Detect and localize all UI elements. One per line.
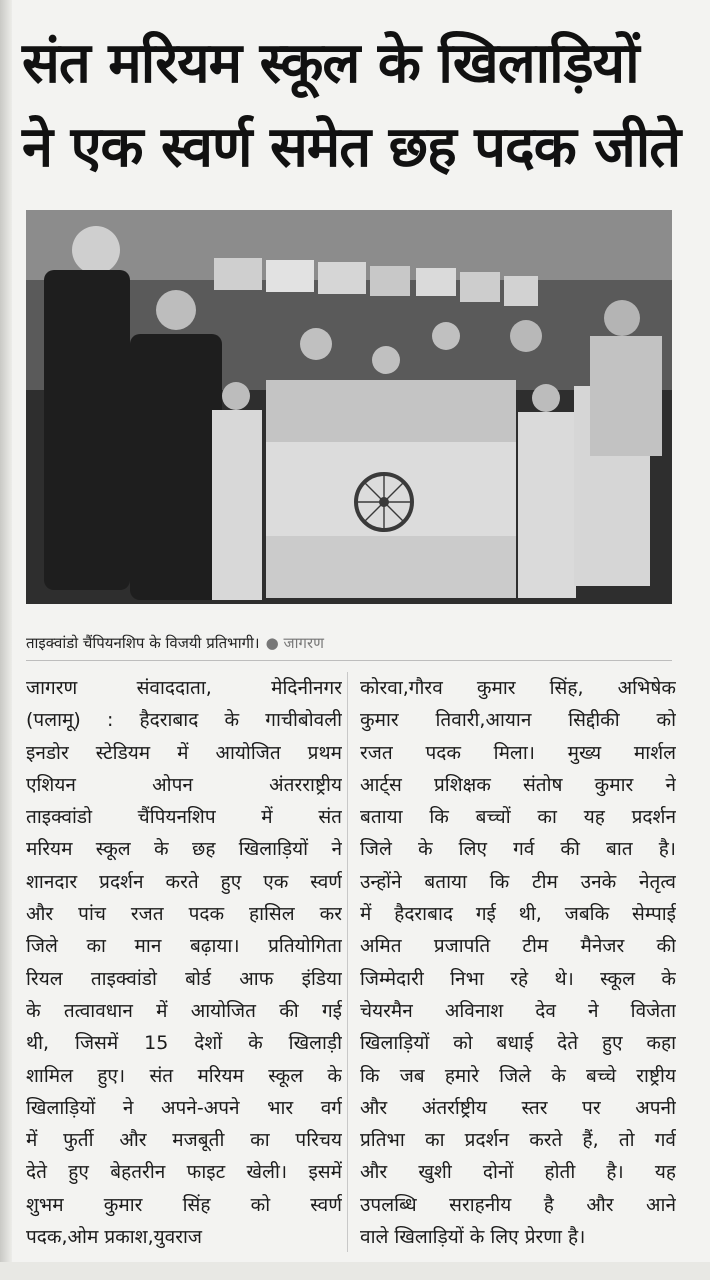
article-line: और खुशी दोनों होती है। यह xyxy=(360,1161,676,1184)
article-line: जिले का मान बढ़ाया। प्रतियोगिता xyxy=(26,935,342,958)
column-divider xyxy=(347,672,348,1252)
headline-line-2: ने एक स्वर्ण समेत छह पदक जीते xyxy=(22,115,681,180)
article-line: प्रतिभा का प्रदर्शन करते हैं, तो गर्व xyxy=(360,1129,676,1152)
article-line: खिलाड़ियों को बधाई देते हुए कहा xyxy=(360,1032,676,1055)
article-line: बताया कि बच्चों का यह प्रदर्शन xyxy=(360,806,676,829)
group-photo-with-indian-flag xyxy=(26,210,672,604)
article-line: रजत पदक मिला। मुख्य मार्शल xyxy=(360,741,676,764)
article-line: जिले के लिए गर्व की बात है। xyxy=(360,838,676,861)
article-line: एशियन ओपन अंतरराष्ट्रीय xyxy=(26,773,342,796)
article-line: शानदार प्रदर्शन करते हुए एक स्वर्ण xyxy=(26,870,342,893)
article-line: मरियम स्कूल के छह खिलाड़ियों ने xyxy=(26,838,342,861)
page-bottom-edge xyxy=(0,1262,710,1280)
article-column-right xyxy=(360,672,676,1253)
article-line: उपलब्धि सराहनीय है और आने xyxy=(360,1193,676,1216)
article-line: अमित प्रजापति टीम मैनेजर की xyxy=(360,935,676,958)
article-line: खिलाड़ियों ने अपने-अपने भार वर्ग xyxy=(26,1096,342,1119)
article-line: उन्होंने बताया कि टीम उनके नेतृत्व xyxy=(360,870,676,893)
page-edge xyxy=(0,0,12,1280)
article-line: जागरण संवाददाता, मेदिनीनगर xyxy=(26,677,342,699)
article-column-left xyxy=(26,672,342,1253)
article-line: देते हुए बेहतरीन फाइट खेली। इसमें xyxy=(26,1161,342,1184)
article-line: कुमार तिवारी,आयान सिद्दीकी को xyxy=(360,709,676,732)
article-line: पदक,ओम प्रकाश,युवराज xyxy=(26,1226,203,1249)
article-line: जिम्मेदारी निभा रहे थे। स्कूल के xyxy=(360,967,676,990)
article-line: आर्ट्स प्रशिक्षक संतोष कुमार ने xyxy=(360,773,676,796)
photo-caption xyxy=(26,630,672,656)
caption-text: ताइक्वांडो चैंपियनशिप के विजयी प्रतिभागी। xyxy=(26,634,260,652)
indian-flag xyxy=(266,380,516,598)
article-line: (पलामू) : हैदराबाद के गाचीबोवली xyxy=(26,709,342,732)
article-line: में फुर्ती और मजबूती का परिचय xyxy=(26,1129,342,1152)
article-line: इनडोर स्टेडियम में आयोजित प्रथम xyxy=(26,741,342,764)
article-line: शामिल हुए। संत मरियम स्कूल के xyxy=(26,1064,342,1087)
article-line: कोरवा,गौरव कुमार सिंह, अभिषेक xyxy=(360,677,676,699)
article-line: में हैदराबाद गई थी, जबकि सेम्पाई xyxy=(360,903,676,926)
news-photo xyxy=(26,210,672,604)
headline xyxy=(22,22,690,190)
article-line: थी, जिसमें 15 देशों के खिलाड़ी xyxy=(26,1032,342,1055)
headline-line-1: संत मरियम स्कूल के खिलाड़ियों xyxy=(22,31,639,96)
article-line: ताइक्वांडो चैंपियनशिप में संत xyxy=(26,806,342,829)
article-line: शुभम कुमार सिंह को स्वर्ण xyxy=(26,1193,342,1216)
caption-rule xyxy=(26,660,672,661)
article-line: के तत्वावधान में आयोजित की गई xyxy=(26,999,342,1022)
article-line: और पांच रजत पदक हासिल कर xyxy=(26,903,342,926)
caption-source: ● जागरण xyxy=(265,634,324,652)
article-line: और अंतर्राष्ट्रीय स्तर पर अपनी xyxy=(360,1096,676,1119)
article-line: चेयरमैन अविनाश देव ने विजेता xyxy=(360,999,676,1022)
article-line: कि जब हमारे जिले के बच्चे राष्ट्रीय xyxy=(360,1064,676,1087)
article-line: रियल ताइक्वांडो बोर्ड आफ इंडिया xyxy=(26,967,342,990)
article-line: वाले खिलाड़ियों के लिए प्रेरणा है। xyxy=(360,1226,586,1249)
